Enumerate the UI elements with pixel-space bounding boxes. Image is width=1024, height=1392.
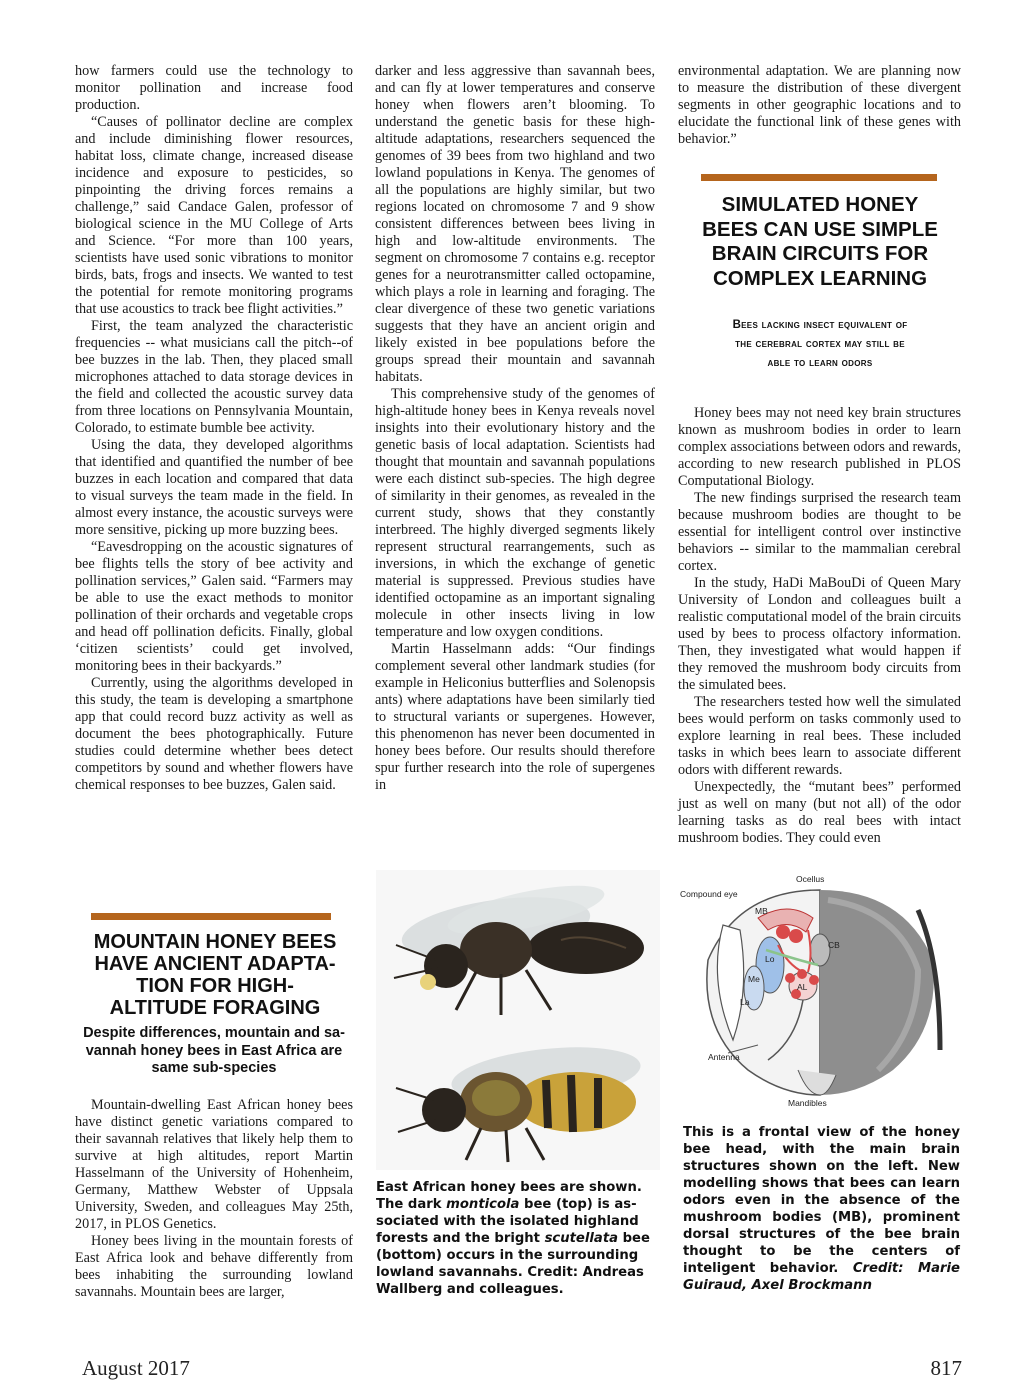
- paragraph: “Causes of pollinator decline are complex and include diminishing flower resources, habitat loss, climate change, increased disease incidence and exposure to pesticides, so pinpointing the driving forces remains a challenge,” said Candace Galen, professor of biological science in the MU College of Arts and Science. “For more than 100 years, scientists have used sonic vibrations to monitor birds, bats, frogs and insects. We wanted to test the potential for remote monitoring programs that use acoustics to track bee flight activities.”: [75, 114, 353, 317]
- column-2-text: [375, 63, 655, 794]
- paragraph: Martin Hasselmann adds: “Our findings complement several other landmark studies (for example in Heliconius butterflies and Solenopsis ants) where adaptations have been similarly tied to structural variants or supergenes. However, this phenomenon has never been documented in honey bees before. Our results should therefore spur further research into the role of supergenes in: [375, 641, 655, 793]
- section-rule: [91, 913, 331, 920]
- paragraph: Mountain-dwelling East African honey bees have distinct genetic variations compared to their savannah relatives that likely help them to survive at high altitudes, report Martin Hasselmann of the University of Hohenheim, Germany, Matthew Webster of Uppsala University, Sweden, and colleagues May 25th, 2017, in PLOS Genetics.: [75, 1097, 353, 1232]
- article-body-simulated-bees: [678, 405, 961, 847]
- label-antenna: Antenna: [708, 1052, 740, 1062]
- paragraph: First, the team analyzed the characteristic frequencies -- what musicians call the pitch--of bee buzzes in the lab. Then, they placed small microphones attached to data storage devices in the field and collected the acoustic survey data from three locations on Pennsylvania Mountain, Colorado, to estimate bumble bee activity.: [75, 318, 353, 436]
- column-1-text: [75, 63, 353, 794]
- paragraph: Honey bees living in the mountain forests of East Africa look and behave differently from bees inhabiting the surrounding lowland savannahs. Mountain bees are larger,: [75, 1233, 353, 1300]
- page-number: 817: [930, 1356, 962, 1380]
- label-ocellus: Ocellus: [796, 874, 825, 884]
- bee-brain-diagram: [678, 870, 962, 1115]
- caption-bees: East African honey bees are shown. The dark monticola bee (top) is as- sociated with the isolated highland forests and the bright scutellata bee (bottom) occurs in the surrounding lowland savannahs. Credit: Andreas Wallberg and colleagues.: [376, 1180, 650, 1297]
- paragraph: In the study, HaDi MaBouDi of Queen Mary University of London and colleagues built a realistic computational model of the brain circuits used by bees to process olfactory information. Then, they investigated what would happen if they removed the mushroom body circuits from the simulated bees.: [678, 575, 961, 693]
- article-title-simulated-bees: SIMULATED HONEY BEES CAN USE SIMPLE BRAIN CIRCUITS FOR COMPLEX LEARNING: [702, 193, 938, 290]
- paragraph: environmental adaptation. We are planning now to measure the distribution of these divergent segments in other geographic locations and to elucidate the functional link of these genes with behavior.”: [678, 63, 961, 147]
- paragraph: how farmers could use the technology to monitor pollination and increase food production.: [75, 63, 353, 113]
- honey-bees-photo: [376, 870, 660, 1170]
- brain-illustration: [678, 870, 962, 1115]
- label-la: La: [740, 997, 750, 1007]
- paragraph: Unexpectedly, the “mutant bees” performed just as well on many (but not all) of the odor learning tasks as do real bees with intact mushroom bodies. They could even: [678, 779, 961, 846]
- article-body-mountain-bees: [75, 1097, 353, 1301]
- section-rule: [701, 174, 937, 181]
- paragraph: Using the data, they developed algorithms that identified and quantified the number of bee buzzes in each location and compared that data to visual surveys the team made in the field. In almost every instance, the acoustic surveys were more sensitive, picking up more buzzing bees.: [75, 437, 353, 538]
- label-mandibles: Mandibles: [788, 1098, 827, 1108]
- label-al: AL: [797, 982, 808, 992]
- paragraph: The new findings surprised the research team because mushroom bodies are thought to be essential for intelligent control over instinctive behaviors -- similar to the mammalian cerebral cortex.: [678, 490, 961, 574]
- paragraph: “Eavesdropping on the acoustic signatures of bee flights tells the story of bee activity and pollination services,” Galen said. “Farmers may be able to use the exact methods to monitor pollination of their orchards and vegetable crops and head off pollination deficits. Finally, global ‘citizen scientists’ could get involved, monitoring bees in their backyards.”: [75, 539, 353, 674]
- label-lo: Lo: [765, 954, 775, 964]
- paragraph: The researchers tested how well the simulated bees would perform on tasks commonly used to explore learning in real bees. These included tasks in which bees learn to associate different odors with different rewards.: [678, 694, 961, 778]
- article-subtitle-simulated-bees: Bees lacking insect equivalent of the cerebral cortex may still be able to learn odors: [732, 319, 908, 369]
- column-3-top-text: [678, 63, 961, 148]
- footer-date: August 2017: [82, 1356, 190, 1380]
- paragraph: Honey bees may not need key brain structures known as mushroom bodies in order to learn complex associations between odors and rewards, according to new research published in PLOS Computational Biology.: [678, 405, 961, 489]
- bee-illustration: [376, 870, 660, 1170]
- paragraph: Currently, using the algorithms developed in this study, the team is developing a smartphone app that could record buzz activity as well as document the bees photographically. Future studies could determine whether bees detect competitors by sound and whether flowers have chemical responses to bee buzzes, Galen said.: [75, 675, 353, 793]
- label-me: Me: [748, 974, 760, 984]
- article-title-mountain-bees: MOUNTAIN HONEY BEES HAVE ANCIENT ADAPTA- TION FOR HIGH- ALTITUDE FORAGING: [93, 931, 337, 1019]
- paragraph: This comprehensive study of the genomes of high-altitude honey bees in Kenya reveals novel insights into their evolutionary history and the genetic basis of local adaptation. Scientists had thought that mountain and savannah populations were each distinct sub-species. The high degree of similarity in their genomes, as revealed in the current study, shows that they constantly interbreed. The highly diverged segments likely represent structural rearrangements, such as inversions, in which the exchange of genetic material is suppressed. Previous studies have identified octopamine as an important signaling molecule in other insects living in low temperature and low oxygen conditions.: [375, 386, 655, 640]
- article-subtitle-mountain-bees: Despite differences, mountain and sa- vannah honey bees in East Africa are same sub-species: [83, 1025, 345, 1076]
- label-compound-eye: Compound eye: [680, 889, 738, 899]
- paragraph: darker and less aggressive than savannah bees, and can fly at lower temperatures and conserve honey when flowers aren’t blooming. To understand the genetic basis for these high-altitude adaptations, researchers sequenced the genomes of 39 bees from two highland and two lowland populations in Kenya. The genomes of all the populations are highly similar, but two regions located on chromosome 7 and 9 show consistent differences between bees living in high and low-altitude environments. The segment on chromosome 7 contains e.g. receptor genes for a neurotransmitter called octopamine, which plays a role in learning and foraging. The clear divergence of these two genetic variations suggests that they have an ancient origin and likely existed in bee populations before the groups spread their mountain and savannah habitats.: [375, 63, 655, 385]
- label-cb: CB: [828, 940, 840, 950]
- label-mb: MB: [755, 906, 768, 916]
- caption-brain: This is a frontal view of the honey bee head, with the main brain structures shown on the left. New modelling shows that bees can learn odors even in the absence of the mushroom bodies (MB), prominent dorsal structures of the bee brain thought to be the centers of inteligent behavior. Credit: Marie Guiraud, Axel Brockmann: [683, 1125, 960, 1293]
